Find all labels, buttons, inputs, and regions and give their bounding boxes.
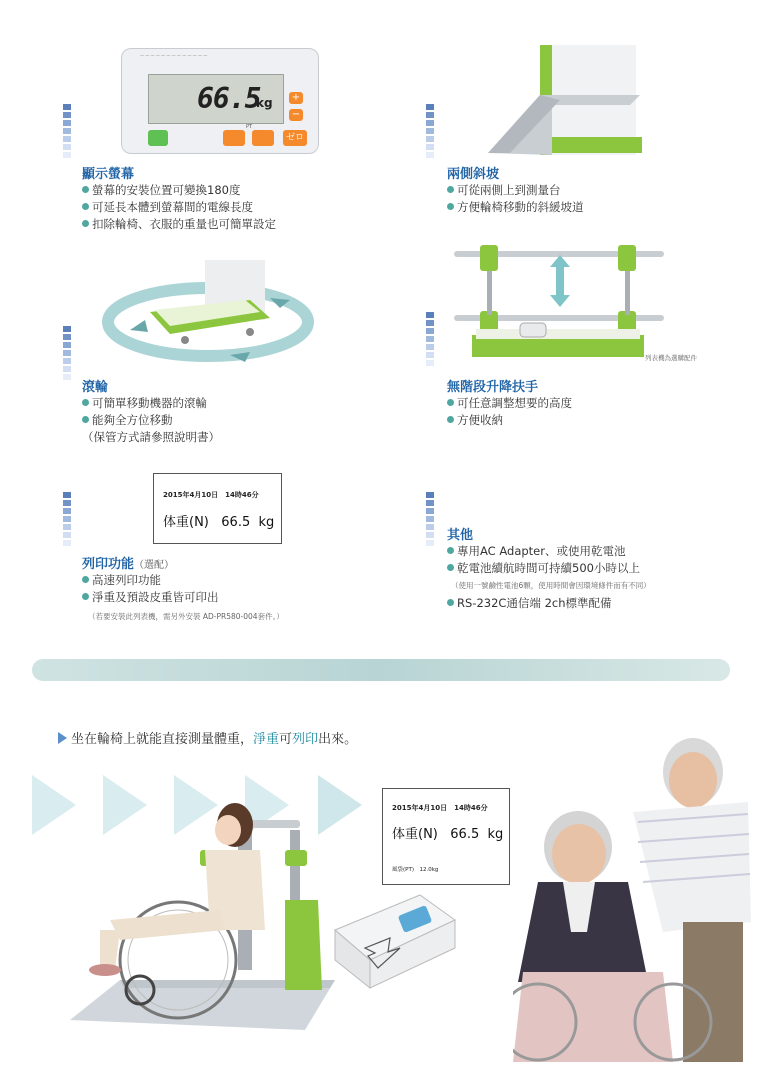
receipt-weight: 体重(N) 66.5 kg	[163, 515, 275, 530]
wheels-note: （保管方式請參照說明書）	[82, 430, 220, 444]
wheels-feature-list	[82, 395, 220, 446]
printer-illustration	[330, 890, 460, 990]
lcd-weight-unit: kg	[256, 96, 273, 110]
ramp-feature-list	[447, 182, 584, 216]
print-feature-list	[82, 572, 219, 606]
wheels-title: 滾輪	[82, 380, 109, 395]
ramp-title: 兩側斜坡	[447, 167, 500, 182]
list-item: 方便輪椅移動的斜緩坡道	[447, 199, 584, 216]
ramp-illustration	[480, 45, 650, 160]
section-marker	[63, 492, 71, 548]
handrail-image-caption: 列表機為選購配件	[645, 354, 697, 362]
other-note: （使用一號鹼性電池6顆，使用時間會因環境條件而有不同）	[451, 581, 651, 590]
print-note: （若要安裝此列表機，需另外安裝 AD-PR580-004套件。）	[88, 612, 284, 621]
section-marker	[426, 492, 434, 548]
lcd-weight-value: 66.5	[197, 82, 261, 115]
zero-button: ゼロ	[283, 130, 307, 146]
list-item: 專用AC Adapter、或使用乾電池	[447, 543, 640, 560]
bottom-caption: 坐在輪椅上就能直接測量體重，淨重可列印出來。	[58, 728, 357, 747]
list-item: 高速列印功能	[82, 572, 219, 589]
function-button	[252, 130, 274, 146]
plus-button: +	[289, 92, 303, 104]
list-item: 能夠全方位移動	[82, 412, 220, 429]
power-button	[148, 130, 168, 146]
print-title: 列印功能（選配）	[82, 557, 175, 572]
receipt-date: 2015年4月10日 14時46分	[163, 491, 259, 499]
wheels-illustration	[100, 260, 320, 370]
handrail-illustration	[450, 245, 670, 363]
function-button	[223, 130, 245, 146]
list-item: 扣除輪椅、衣服的重量也可簡單設定	[82, 216, 276, 233]
list-item: 螢幕的安裝位置可變換180度	[82, 182, 276, 199]
list-item: 乾電池續航時間可持續500小時以上	[447, 560, 640, 577]
wheelchair-scale-illustration	[60, 790, 340, 1040]
section-marker	[426, 312, 434, 368]
pt-label: PT	[246, 124, 253, 130]
list-item: 可從兩側上到測量台	[447, 182, 584, 199]
receipt-date: 2015年4月10日 14時46分	[392, 804, 488, 812]
section-marker	[426, 104, 434, 160]
display-feature-list	[82, 182, 276, 233]
handrail-feature-list	[447, 395, 572, 429]
other-title: 其他	[447, 528, 474, 543]
minus-button: −	[289, 109, 303, 121]
list-item: RS-232C通信端 2ch標準配備	[447, 595, 612, 612]
other-feature-list	[447, 543, 640, 577]
elderly-couple-photo	[513, 722, 753, 1067]
handrail-title: 無階段升降扶手	[447, 380, 539, 395]
section-marker	[63, 326, 71, 382]
play-arrow-icon	[58, 732, 67, 744]
section-marker	[63, 104, 71, 160]
receipt-tare: 風袋(PT) 12.0kg	[392, 867, 439, 873]
print-receipt	[153, 473, 282, 544]
receipt-weight: 体重(N) 66.5 kg	[392, 827, 504, 842]
list-item: 方便收納	[447, 412, 572, 429]
display-title: 顯示螢幕	[82, 167, 135, 182]
list-item: 可簡單移動機器的滾輪	[82, 395, 220, 412]
other-feature-list	[447, 595, 612, 612]
list-item: 淨重及預設皮重皆可印出	[82, 589, 219, 606]
list-item: 可延長本體到螢幕間的電線長度	[82, 199, 276, 216]
section-divider-banner	[32, 659, 730, 681]
list-item: 可任意調整想要的高度	[447, 395, 572, 412]
